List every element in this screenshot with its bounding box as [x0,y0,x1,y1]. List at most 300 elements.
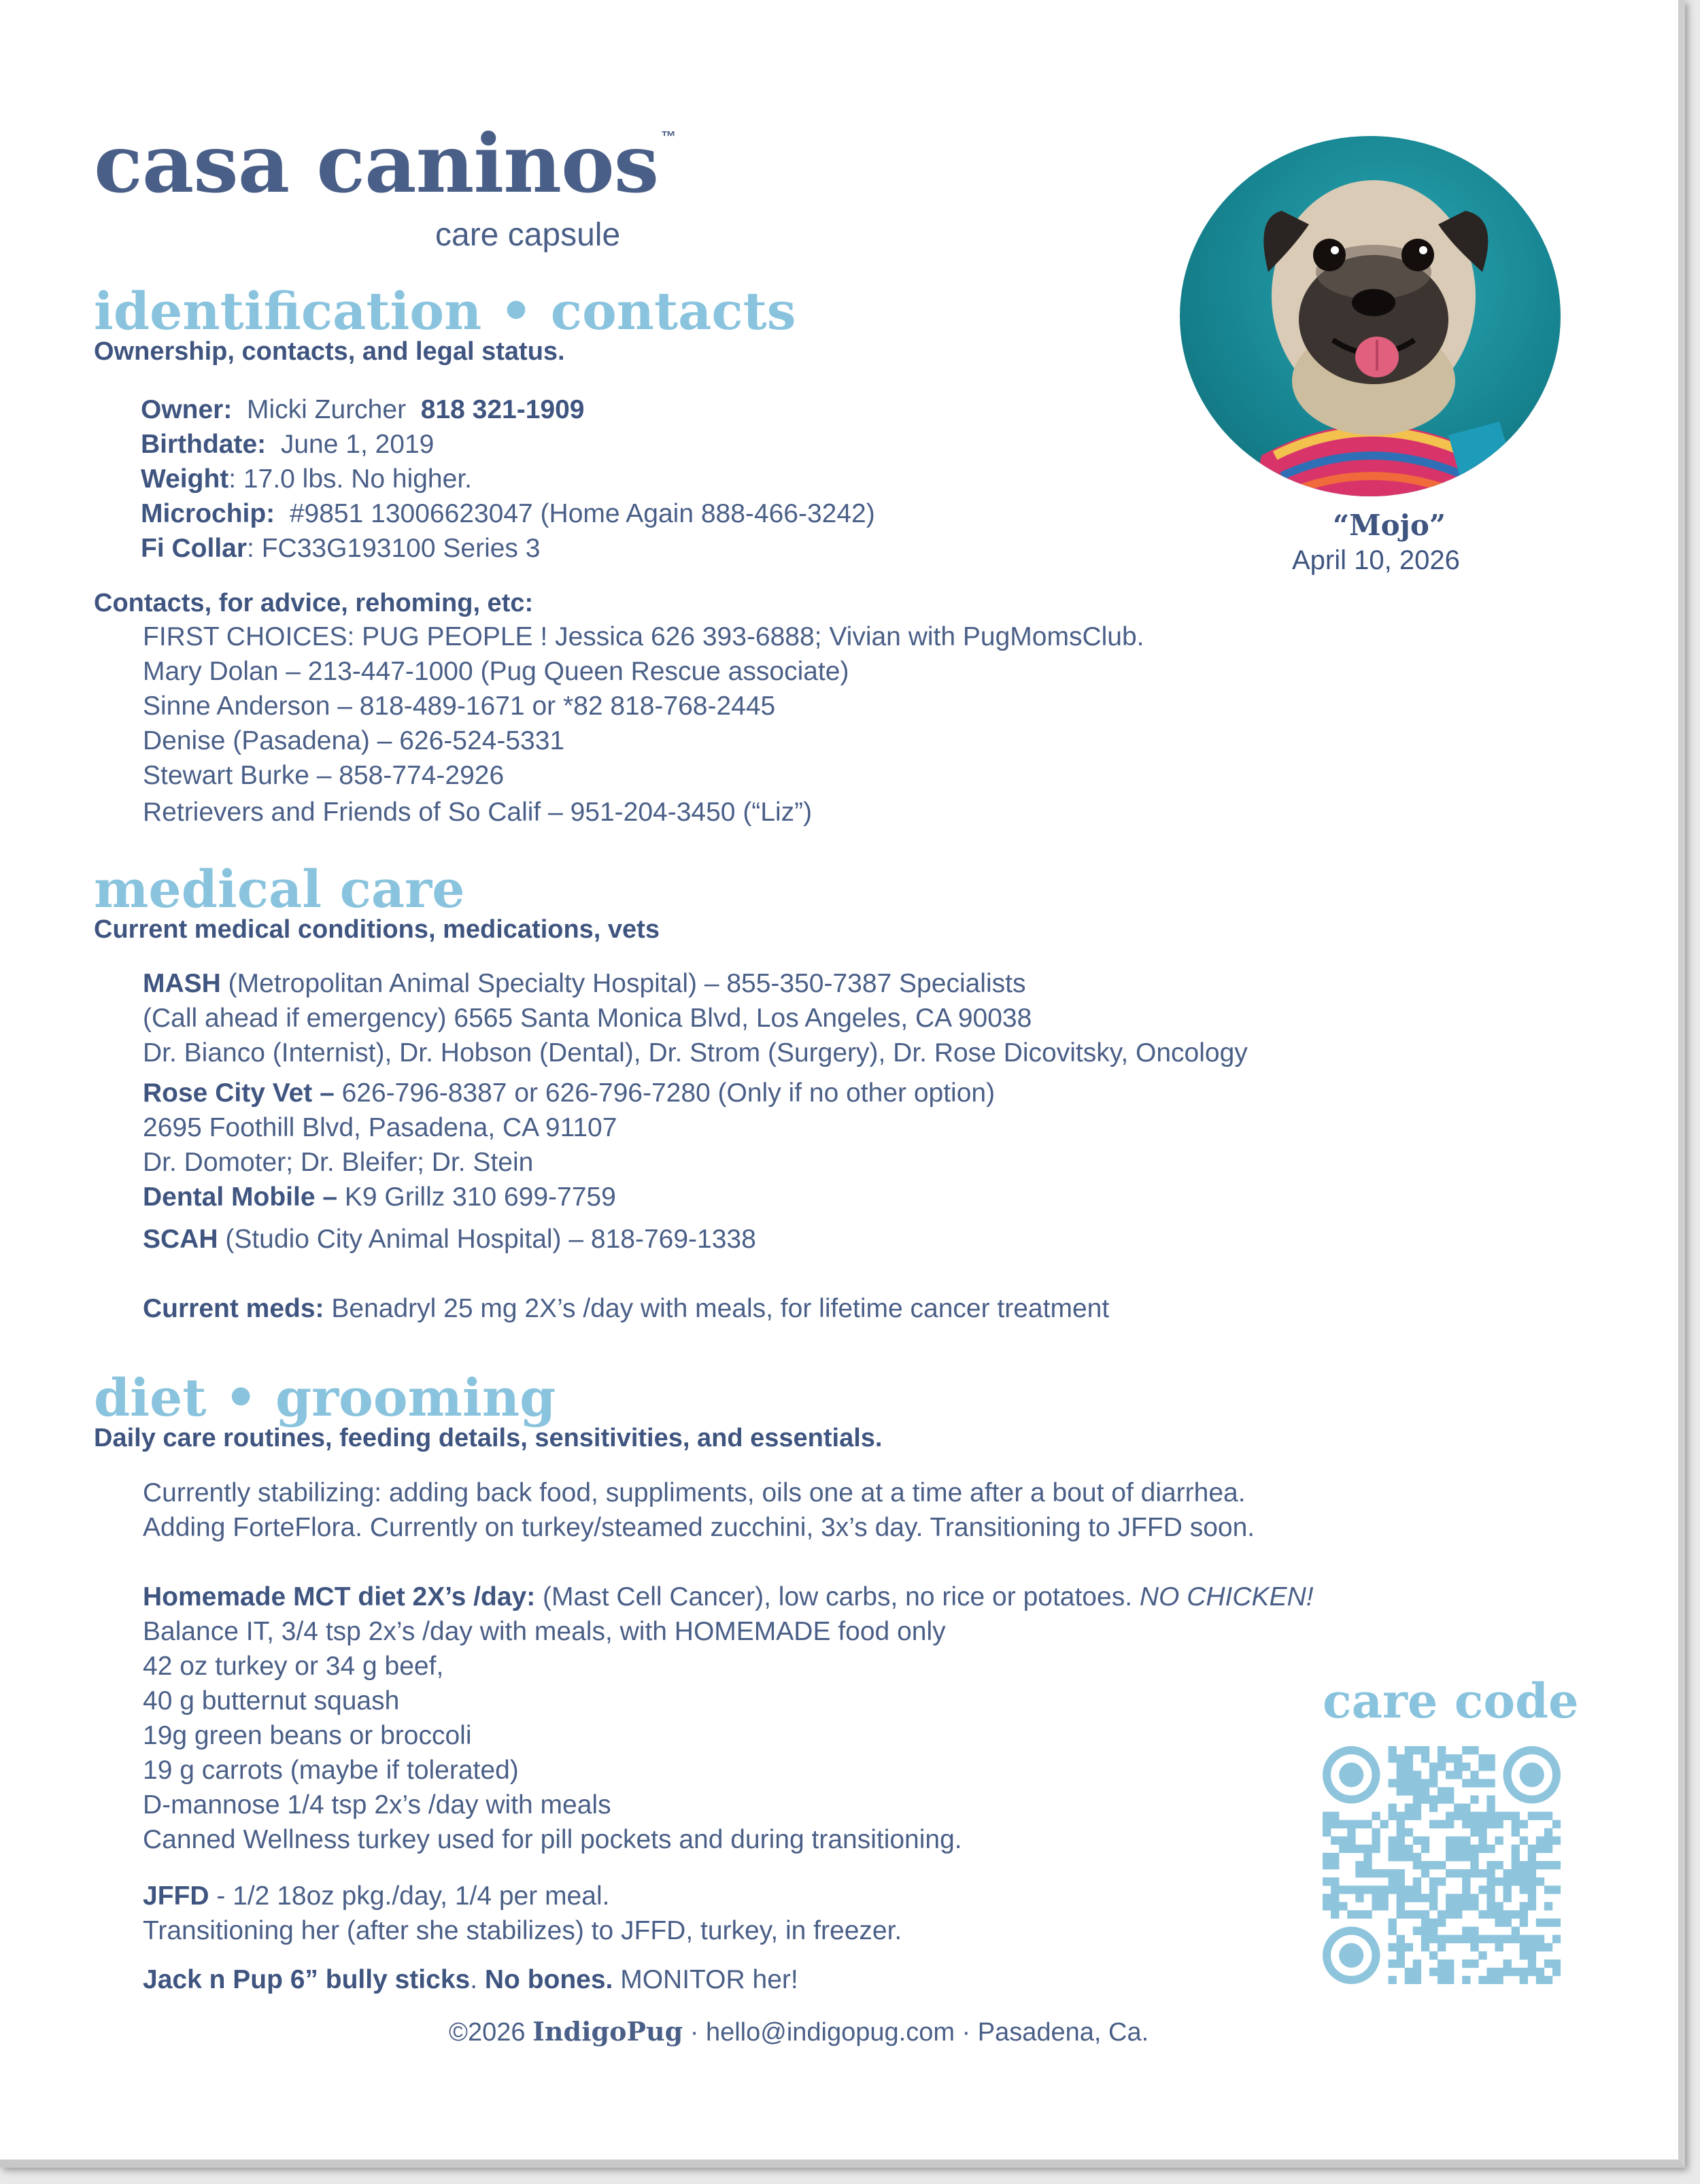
qr-module [1470,1935,1478,1943]
qr-module [1462,1746,1470,1754]
qr-module [1528,1894,1536,1902]
qr-module [1421,1943,1429,1951]
qr-module [1486,1902,1495,1910]
qr-module [1478,1828,1486,1837]
qr-module [1397,1787,1405,1795]
qr-module [1372,1869,1380,1877]
qr-module [1429,1820,1438,1828]
qr-module [1495,1877,1503,1886]
qr-module [1495,1910,1503,1918]
qr-module [1462,1779,1470,1787]
qr-module [1429,1886,1438,1894]
qr-module [1486,1894,1495,1902]
identification-subtitle: Ownership, contacts, and legal status. [94,337,565,366]
microchip-row: Microchip: #9851 13006623047 (Home Again 888-466-3242) [141,499,875,528]
contact-item: Stewart Burke – 858-774-2926 [143,761,505,790]
pug-illustration [1180,136,1561,496]
qr-module [1486,1803,1495,1811]
qr-module [1429,1935,1438,1943]
qr-module [1355,1861,1363,1869]
qr-module [1372,1894,1380,1902]
qr-module [1454,1812,1462,1820]
qr-module [1389,1886,1397,1894]
qr-module [1552,1861,1561,1869]
qr-module [1470,1861,1478,1869]
qr-module [1355,1820,1363,1828]
qr-module [1389,1779,1397,1787]
qr-module [1331,1820,1339,1828]
qr-module [1512,1968,1520,1976]
qr-module [1446,1812,1454,1820]
qr-module [1405,1968,1413,1976]
qr-module [1503,1869,1512,1877]
qr-module [1536,1935,1544,1943]
qr-module [1405,1771,1413,1779]
qr-module [1429,1927,1438,1935]
qr-module [1413,1927,1421,1935]
qr-module [1478,1762,1486,1771]
qr-module [1544,1902,1552,1910]
qr-module [1544,1886,1552,1894]
qr-module [1454,1902,1462,1910]
qr-module [1544,1845,1552,1853]
qr-module [1470,1771,1478,1779]
qr-module [1339,1886,1347,1894]
jffd-transition: Transitioning her (after she stabilizes) to JFFD, turkey, in freezer. [143,1916,902,1945]
qr-module [1520,1910,1528,1918]
qr-module [1397,1820,1405,1828]
qr-module [1486,1869,1495,1877]
qr-module [1413,1886,1421,1894]
qr-module [1495,1861,1503,1869]
qr-module [1503,1968,1512,1976]
qr-module [1446,1869,1454,1877]
qr-module [1389,1918,1397,1926]
qr-module [1421,1779,1429,1787]
qr-module [1536,1968,1544,1976]
qr-module [1363,1886,1372,1894]
qr-module [1462,1935,1470,1943]
qr-module [1446,1935,1454,1943]
qr-module [1478,1910,1486,1918]
qr-module [1454,1853,1462,1861]
qr-module [1389,1746,1397,1754]
qr-module [1372,1886,1380,1894]
qr-module [1389,1877,1397,1886]
qr-module [1528,1960,1536,1968]
qr-module [1413,1746,1421,1754]
qr-module [1462,1877,1470,1886]
qr-module [1478,1951,1486,1960]
qr-module [1462,1803,1470,1811]
qr-module [1520,1877,1528,1886]
qr-module [1429,1877,1438,1886]
qr-module [1446,1787,1454,1795]
current-meds-row: Current meds: Benadryl 25 mg 2X’s /day with meals, for lifetime cancer treatment [143,1294,1110,1323]
qr-module [1372,1812,1380,1820]
qr-module [1339,1820,1347,1828]
qr-module [1495,1943,1503,1951]
qr-module [1380,1869,1388,1877]
qr-module [1520,1869,1528,1877]
qr-module [1552,1837,1561,1845]
qr-module [1397,1894,1405,1902]
qr-module [1380,1902,1388,1910]
qr-module [1470,1853,1478,1861]
qr-module [1446,1976,1454,1984]
qr-module [1429,1762,1438,1771]
qr-module [1486,1754,1495,1762]
qr-module [1413,1894,1421,1902]
qr-module [1331,1877,1339,1886]
qr-module [1536,1837,1544,1845]
qr-module [1397,1845,1405,1853]
qr-module [1405,1779,1413,1787]
footer: ©2026 IndigoPug · hello@indigopug.com · Pasadena, Ca. [449,2016,1149,2047]
qr-module [1462,1762,1470,1771]
contact-item: Denise (Pasadena) – 626-524-5331 [143,726,565,755]
qr-module [1405,1886,1413,1894]
qr-module [1478,1837,1486,1845]
qr-module [1520,1935,1528,1943]
qr-module [1372,1902,1380,1910]
qr-module [1470,1828,1478,1837]
qr-module [1323,1820,1331,1828]
qr-module [1495,1976,1503,1984]
qr-module [1552,1918,1561,1926]
qr-module [1503,1812,1512,1820]
qr-module [1397,1869,1405,1877]
qr-module [1323,1877,1331,1886]
qr-module [1323,1812,1331,1820]
qr-module [1363,1861,1372,1869]
qr-module [1462,1853,1470,1861]
qr-module [1429,1902,1438,1910]
qr-module [1544,1960,1552,1968]
qr-module [1495,1968,1503,1976]
qr-module [1462,1869,1470,1877]
qr-module [1421,1787,1429,1795]
qr-module [1512,1861,1520,1869]
qr-module [1397,1935,1405,1943]
qr-module [1397,1779,1405,1787]
qr-module [1446,1845,1454,1853]
qr-module [1536,1812,1544,1820]
qr-module [1323,1902,1331,1910]
qr-module [1470,1820,1478,1828]
qr-module [1405,1828,1413,1837]
qr-module [1372,1837,1380,1845]
qr-module [1446,1968,1454,1976]
qr-module [1438,1976,1446,1984]
care-code-title: care code [1323,1673,1579,1729]
qr-module [1520,1861,1528,1869]
qr-module [1512,1812,1520,1820]
scah-row: SCAH (Studio City Animal Hospital) – 818-769-1338 [143,1225,756,1254]
qr-module [1495,1918,1503,1926]
rose-city-doctors: Dr. Domoter; Dr. Bleifer; Dr. Stein [143,1148,534,1177]
qr-module [1363,1820,1372,1828]
qr-module [1486,1762,1495,1771]
qr-module [1413,1910,1421,1918]
qr-module [1380,1894,1388,1902]
qr-module [1446,1902,1454,1910]
qr-finder-dot [1339,1762,1363,1787]
qr-module [1544,1828,1552,1837]
qr-module [1446,1795,1454,1803]
qr-module [1429,1795,1438,1803]
mash-doctors: Dr. Bianco (Internist), Dr. Hobson (Dental), Dr. Strom (Surgery), Dr. Rose Dicovitsky, Oncology [143,1038,1248,1068]
qr-module [1363,1869,1372,1877]
qr-module [1405,1853,1413,1861]
qr-module [1413,1771,1421,1779]
qr-module [1486,1968,1495,1976]
qr-module [1389,1976,1397,1984]
qr-module [1544,1861,1552,1869]
qr-code-icon[interactable] [1323,1746,1561,1984]
qr-module [1405,1894,1413,1902]
qr-module [1470,1927,1478,1935]
qr-module [1438,1960,1446,1968]
qr-module [1512,1853,1520,1861]
mct-diet-row: Homemade MCT diet 2X’s /day: (Mast Cell Cancer), low carbs, no rice or potatoes. NO CHICKEN! [143,1582,1314,1611]
dog-name: “Mojo” [1333,509,1446,542]
qr-module [1512,1845,1520,1853]
qr-module [1486,1812,1495,1820]
contact-item: Mary Dolan – 213-447-1000 (Pug Queen Rescue associate) [143,657,849,686]
qr-module [1347,1910,1355,1918]
qr-module [1478,1812,1486,1820]
qr-module [1413,1803,1421,1811]
qr-module [1438,1910,1446,1918]
qr-module [1331,1837,1339,1845]
qr-module [1520,1837,1528,1845]
qr-module [1462,1812,1470,1820]
qr-module [1372,1845,1380,1853]
qr-module [1544,1837,1552,1845]
qr-module [1347,1845,1355,1853]
qr-module [1528,1935,1536,1943]
qr-module [1413,1968,1421,1976]
qr-module [1421,1894,1429,1902]
qr-module [1397,1877,1405,1886]
jffd-row: JFFD - 1/2 18oz pkg./day, 1/4 per meal. [143,1881,610,1911]
collar-row: Fi Collar: FC33G193100 Series 3 [141,534,541,563]
qr-module [1536,1845,1544,1853]
qr-module [1331,1861,1339,1869]
brand-tagline: care capsule [435,217,621,253]
qr-module [1528,1812,1536,1820]
qr-module [1405,1943,1413,1951]
qr-module [1486,1877,1495,1886]
qr-module [1544,1812,1552,1820]
qr-module [1470,1869,1478,1877]
qr-module [1438,1918,1446,1926]
qr-finder-dot [1520,1762,1544,1787]
qr-module [1421,1910,1429,1918]
qr-module [1528,1869,1536,1877]
qr-module [1470,1779,1478,1787]
rose-city-row: Rose City Vet – 626-796-8387 or 626-796-7280 (Only if no other option) [143,1078,996,1108]
qr-module [1413,1976,1421,1984]
qr-module [1323,1861,1331,1869]
qr-module [1421,1754,1429,1762]
owner-row: Owner: Micki Zurcher 818 321-1909 [141,395,585,424]
qr-module [1552,1968,1561,1976]
qr-module [1389,1943,1397,1951]
qr-module [1552,1960,1561,1968]
qr-module [1331,1894,1339,1902]
qr-module [1454,1869,1462,1877]
qr-module [1536,1861,1544,1869]
qr-module [1462,1820,1470,1828]
qr-module [1495,1820,1503,1828]
qr-module [1536,1918,1544,1926]
qr-module [1397,1902,1405,1910]
qr-module [1528,1886,1536,1894]
qr-module [1495,1837,1503,1845]
qr-module [1528,1861,1536,1869]
qr-module [1429,1918,1438,1926]
birthdate-row: Birthdate: June 1, 2019 [141,430,435,459]
dental-row: Dental Mobile – K9 Grillz 310 699-7759 [143,1182,616,1212]
qr-module [1405,1787,1413,1795]
brand-title [94,116,676,211]
diet-title: diet • grooming [94,1367,556,1428]
qr-module [1363,1910,1372,1918]
qr-module [1355,1886,1363,1894]
qr-module [1470,1845,1478,1853]
contacts-heading: Contacts, for advice, rehoming, etc: [94,589,534,617]
qr-module [1503,1935,1512,1943]
qr-module [1446,1960,1454,1968]
qr-module [1520,1886,1528,1894]
qr-module [1438,1762,1446,1771]
qr-module [1331,1812,1339,1820]
identification-title: identification • contacts [94,281,796,341]
qr-module [1438,1943,1446,1951]
qr-finder-dot [1339,1943,1363,1968]
qr-module [1520,1968,1528,1976]
qr-module [1512,1910,1520,1918]
qr-module [1397,1853,1405,1861]
qr-module [1478,1935,1486,1943]
qr-module [1454,1894,1462,1902]
qr-module [1429,1803,1438,1811]
qr-module [1552,1935,1561,1943]
qr-module [1512,1869,1520,1877]
contact-item: Retrievers and Friends of So Calif – 951-204-3450 (“Liz”) [143,798,813,827]
qr-module [1503,1960,1512,1968]
qr-module [1413,1877,1421,1886]
qr-module [1528,1951,1536,1960]
qr-module [1446,1894,1454,1902]
qr-module [1355,1894,1363,1902]
qr-module [1413,1861,1421,1869]
qr-module [1421,1918,1429,1926]
contact-item: FIRST CHOICES: PUG PEOPLE ! Jessica 626 393-6888; Vivian with PugMomsClub. [143,622,1144,651]
qr-module [1438,1861,1446,1869]
qr-module [1347,1886,1355,1894]
qr-module [1486,1845,1495,1853]
qr-module [1454,1837,1462,1845]
diet-item: 19g green beans or broccoli [143,1721,472,1750]
qr-module [1389,1754,1397,1762]
qr-module [1389,1960,1397,1968]
weight-row: Weight: 17.0 lbs. No higher. [141,464,472,494]
qr-module [1512,1820,1520,1828]
qr-module [1397,1754,1405,1762]
stabilizing-line-2: Adding ForteFlora. Currently on turkey/steamed zucchini, 3x’s day. Transitioning to JFFD soon. [143,1513,1255,1542]
qr-module [1486,1795,1495,1803]
qr-module [1462,1960,1470,1968]
qr-module [1520,1820,1528,1828]
qr-module [1413,1960,1421,1968]
qr-module [1438,1746,1446,1754]
qr-module [1495,1812,1503,1820]
bully-sticks-row: Jack n Pup 6” bully sticks. No bones. MONITOR her! [143,1965,798,1994]
qr-module [1331,1902,1339,1910]
qr-module [1429,1894,1438,1902]
qr-module [1389,1869,1397,1877]
qr-module [1486,1935,1495,1943]
qr-module [1478,1754,1486,1762]
qr-module [1339,1837,1347,1845]
diet-item: Canned Wellness turkey used for pill pockets and during transitioning. [143,1825,962,1854]
qr-module [1331,1886,1339,1894]
qr-module [1429,1779,1438,1787]
qr-module [1503,1886,1512,1894]
qr-module [1470,1943,1478,1951]
qr-module [1446,1853,1454,1861]
qr-module [1462,1902,1470,1910]
qr-module [1372,1828,1380,1837]
medical-subtitle: Current medical conditions, medications, vets [94,915,660,944]
qr-module [1470,1902,1478,1910]
qr-module [1421,1927,1429,1935]
qr-module [1389,1812,1397,1820]
qr-module [1405,1754,1413,1762]
qr-module [1389,1837,1397,1845]
qr-module [1552,1886,1561,1894]
qr-module [1520,1943,1528,1951]
qr-module [1413,1853,1421,1861]
qr-module [1512,1877,1520,1886]
qr-module [1347,1828,1355,1837]
qr-module [1380,1820,1388,1828]
qr-module [1339,1845,1347,1853]
qr-module [1446,1820,1454,1828]
qr-module [1454,1771,1462,1779]
qr-module [1462,1976,1470,1984]
qr-module [1397,1828,1405,1837]
qr-module [1397,1943,1405,1951]
qr-module [1397,1837,1405,1845]
qr-module [1438,1754,1446,1762]
qr-module [1544,1943,1552,1951]
qr-module [1429,1771,1438,1779]
qr-module [1397,1812,1405,1820]
qr-module [1413,1779,1421,1787]
qr-module [1503,1877,1512,1886]
qr-module [1421,1935,1429,1943]
qr-module [1438,1787,1446,1795]
qr-module [1323,1828,1331,1837]
qr-module [1503,1918,1512,1926]
qr-module [1405,1762,1413,1771]
qr-module [1363,1845,1372,1853]
qr-module [1495,1902,1503,1910]
